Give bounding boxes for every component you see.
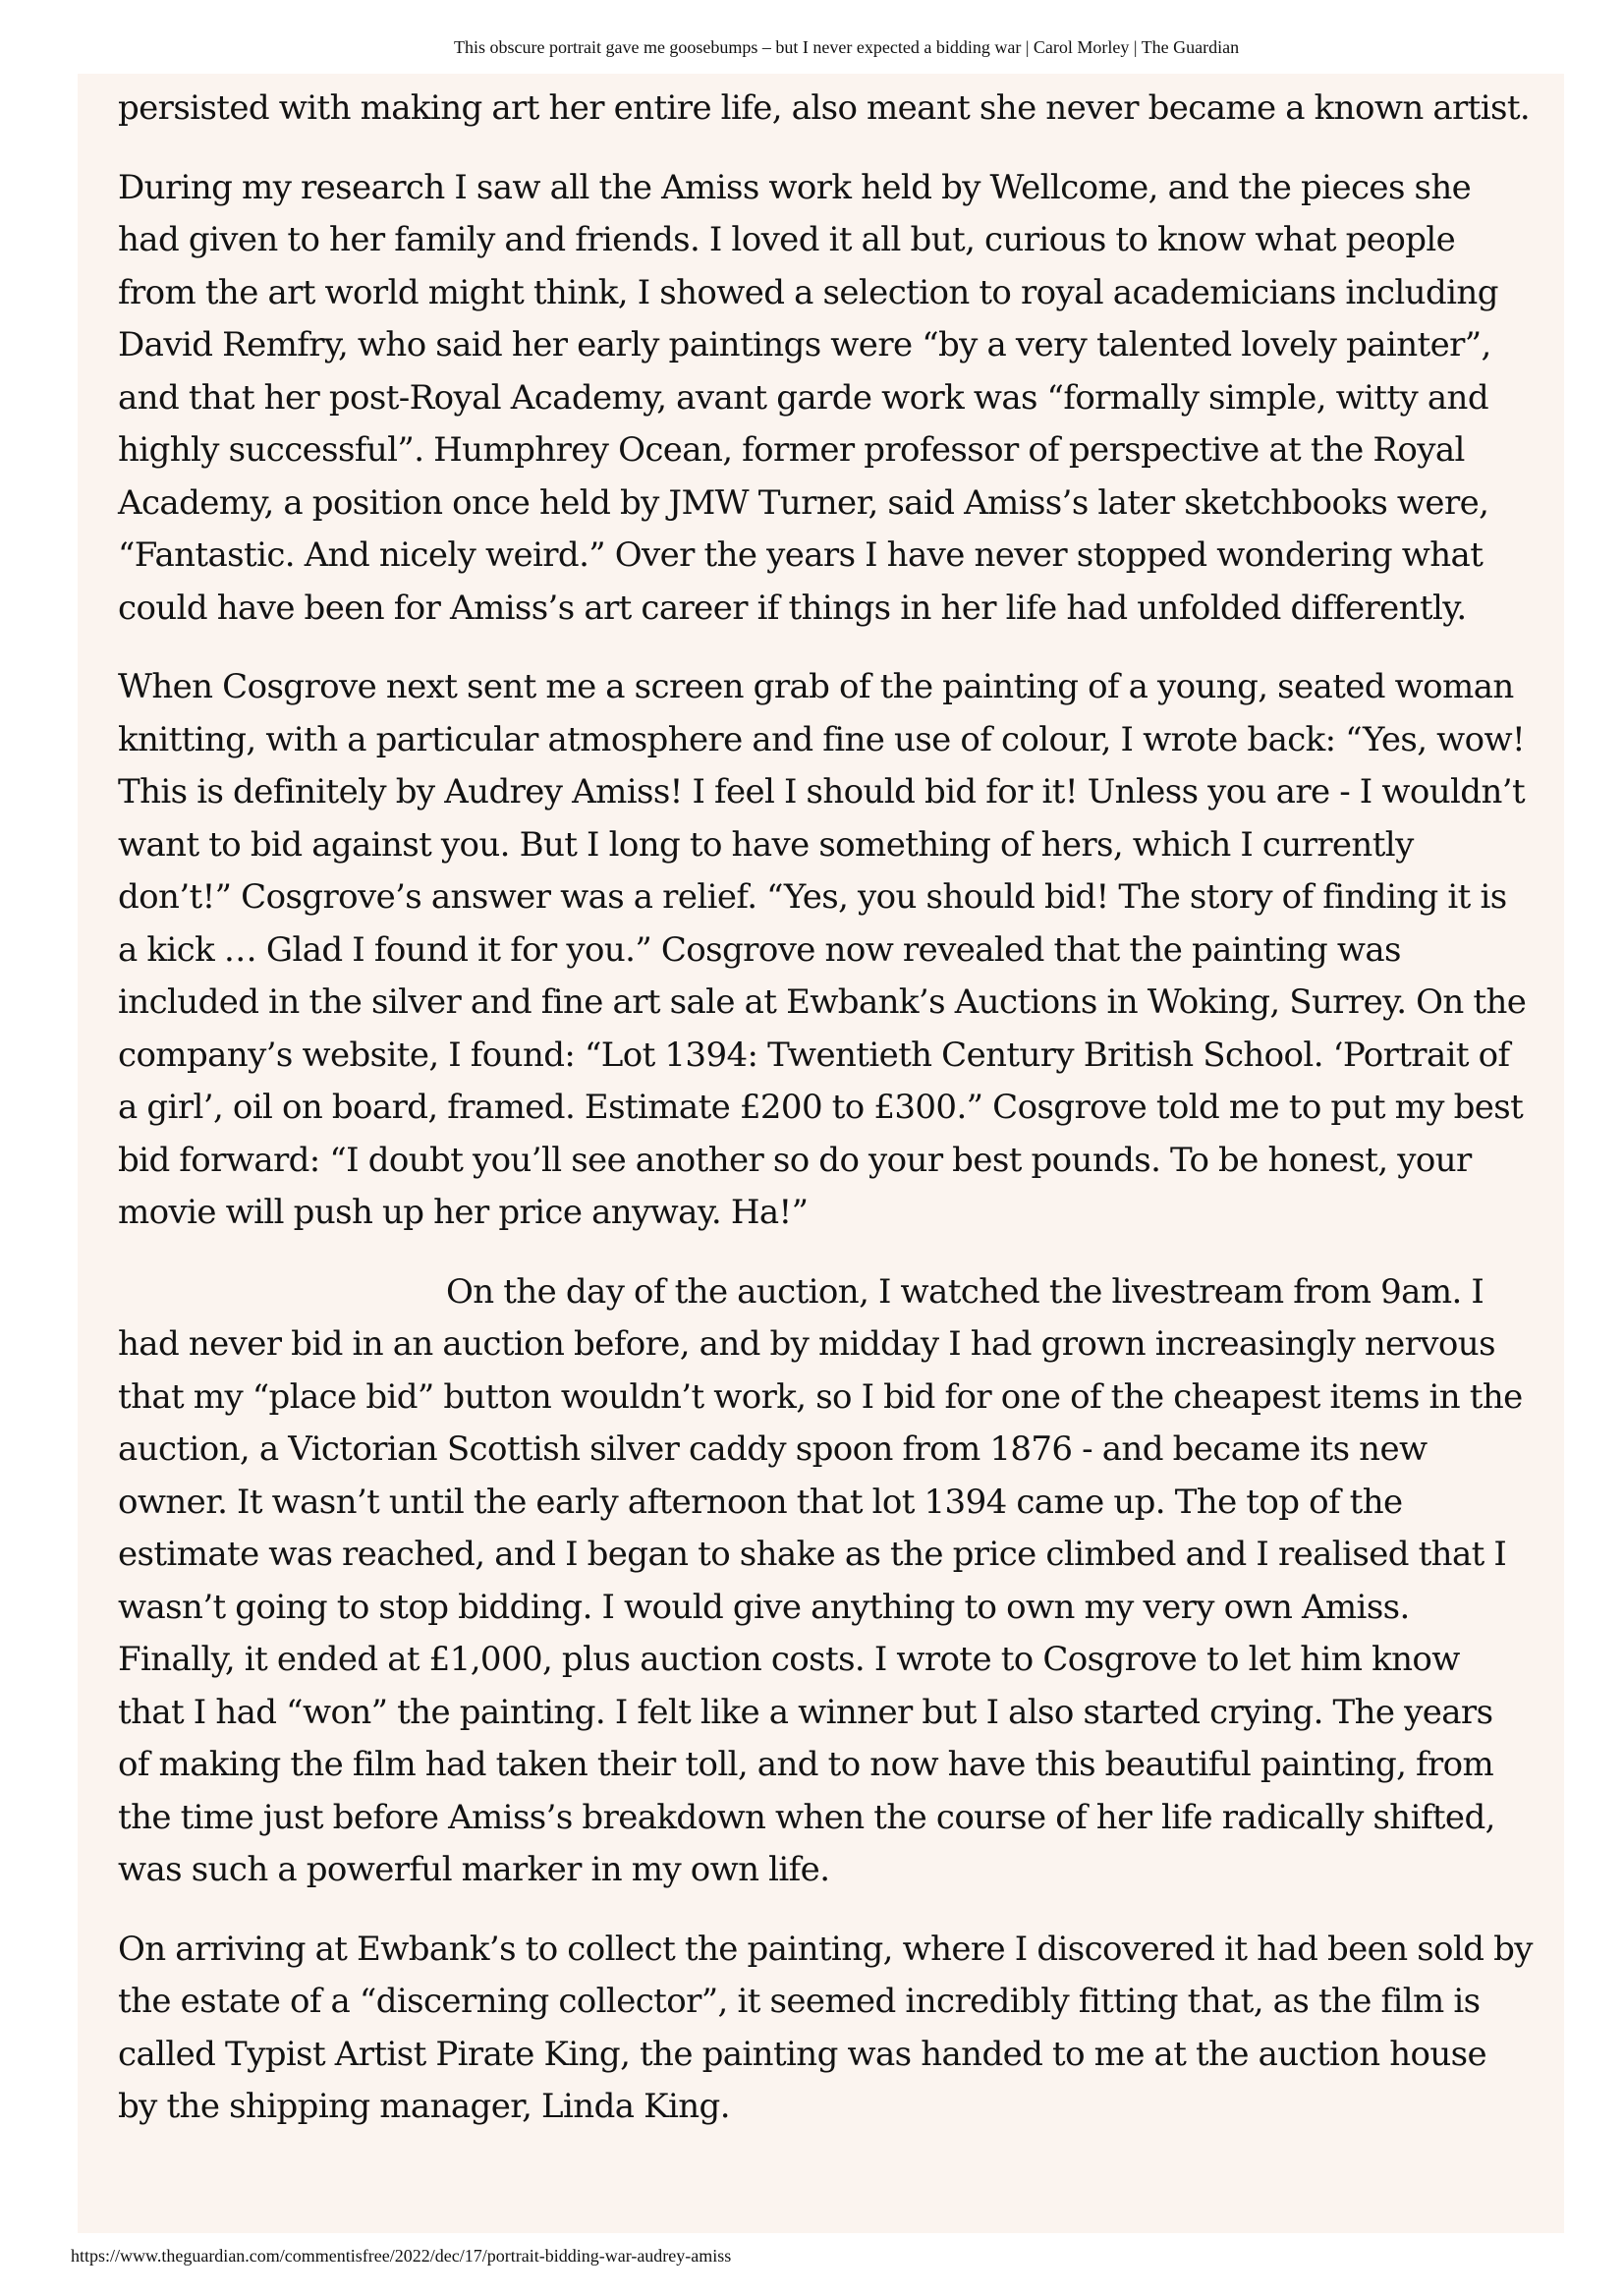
paragraph-4 [118,1266,1533,1897]
paragraph-5: On arriving at Ewbank’s to collect the painting, where I discovered it had been sold by the estate of a “discerning collector”, it seemed incredibly fitting that, as the film is called Typist Artist Pirate King, the painting was handed to me at the auction house by the shipping manager, Linda King. [118,1929,1533,2126]
article-body [118,83,1533,2160]
paragraph-1: persisted with making art her entire life, also meant she never became a known artist. [118,88,1531,128]
paragraph-3: When Cosgrove next sent me a screen grab of the painting of a young, seated woman knitting, with a particular atmosphere and fine use of colour, I wrote back: “Yes, wow! This is definitely by Audrey Amiss! I feel I should bid for it! Unless you are - I wouldn’t want to bid against you. But I long to have something of hers, which I currently don’t!” Cosgrove’s answer was a relief. “Yes, you should bid! The story of finding it is a kick … Glad I found it for you.” Cosgrove now revealed that the painting was included in the silver and fine art sale at Ewbank’s Auctions in Woking, Surrey. On the company’s website, I found: “Lot 1394: Twentieth Century British School. ‘Portrait of a girl’, oil on board, framed. Estimate £200 to £300.” Cosgrove told me to put my best bid forward: “I doubt you’ll see another so do your best pounds. To be honest, your movie will push up her price anyway. Ha!” [118,667,1527,1232]
paragraph-4-text: On the day of the auction, I watched the livestream from 9am. I had never bid in an auction before, and by midday I had grown increasingly nervous that my “place bid” button wouldn’t work, so I bid for one of the cheapest items in the auction, a Victorian Scottish silver caddy spoon from 1876 - and became its new owner. It wasn’t until the early afternoon that lot 1394 came up. The top of the estimate was reached, and I began to shake as the price climbed and I realised that I wasn’t going to stop bidding. I would give anything to own my very own Amiss. Finally, it ended at £1,000, plus auction costs. I wrote to Cosgrove to let him know that I had “won” the painting. I felt like a winner but I also started crying. The years of making the film had taken their toll, and to now have this beautiful painting, from the time just before Amiss’s breakdown when the course of her life radically shifted, was such a powerful marker in my own life. [118,1271,1523,1889]
print-footer-url: https://www.theguardian.com/commentisfree/2022/dec/17/portrait-bidding-war-audrey-amiss [71,2246,732,2266]
print-header-title: This obscure portrait gave me goosebumps – but I never expected a bidding war | Carol Morley | The Guardian [454,37,1240,57]
paragraph-2: During my research I saw all the Amiss work held by Wellcome, and the pieces she had given to her family and friends. I loved it all but, curious to know what people from the art world might think, I showed a selection to royal academicians including David Remfry, who said her early paintings were “by a very talented lovely painter”, and that her post-Royal Academy, avant garde work was “formally simple, witty and highly successful”. Humphrey Ocean, former professor of perspective at the Royal Academy, a position once held by JMW Turner, said Amiss’s later sketchbooks were, “Fantastic. And nicely weird.” Over the years I have never stopped wondering what could have been for Amiss’s art career if things in her life had unfolded differently. [118,167,1498,628]
